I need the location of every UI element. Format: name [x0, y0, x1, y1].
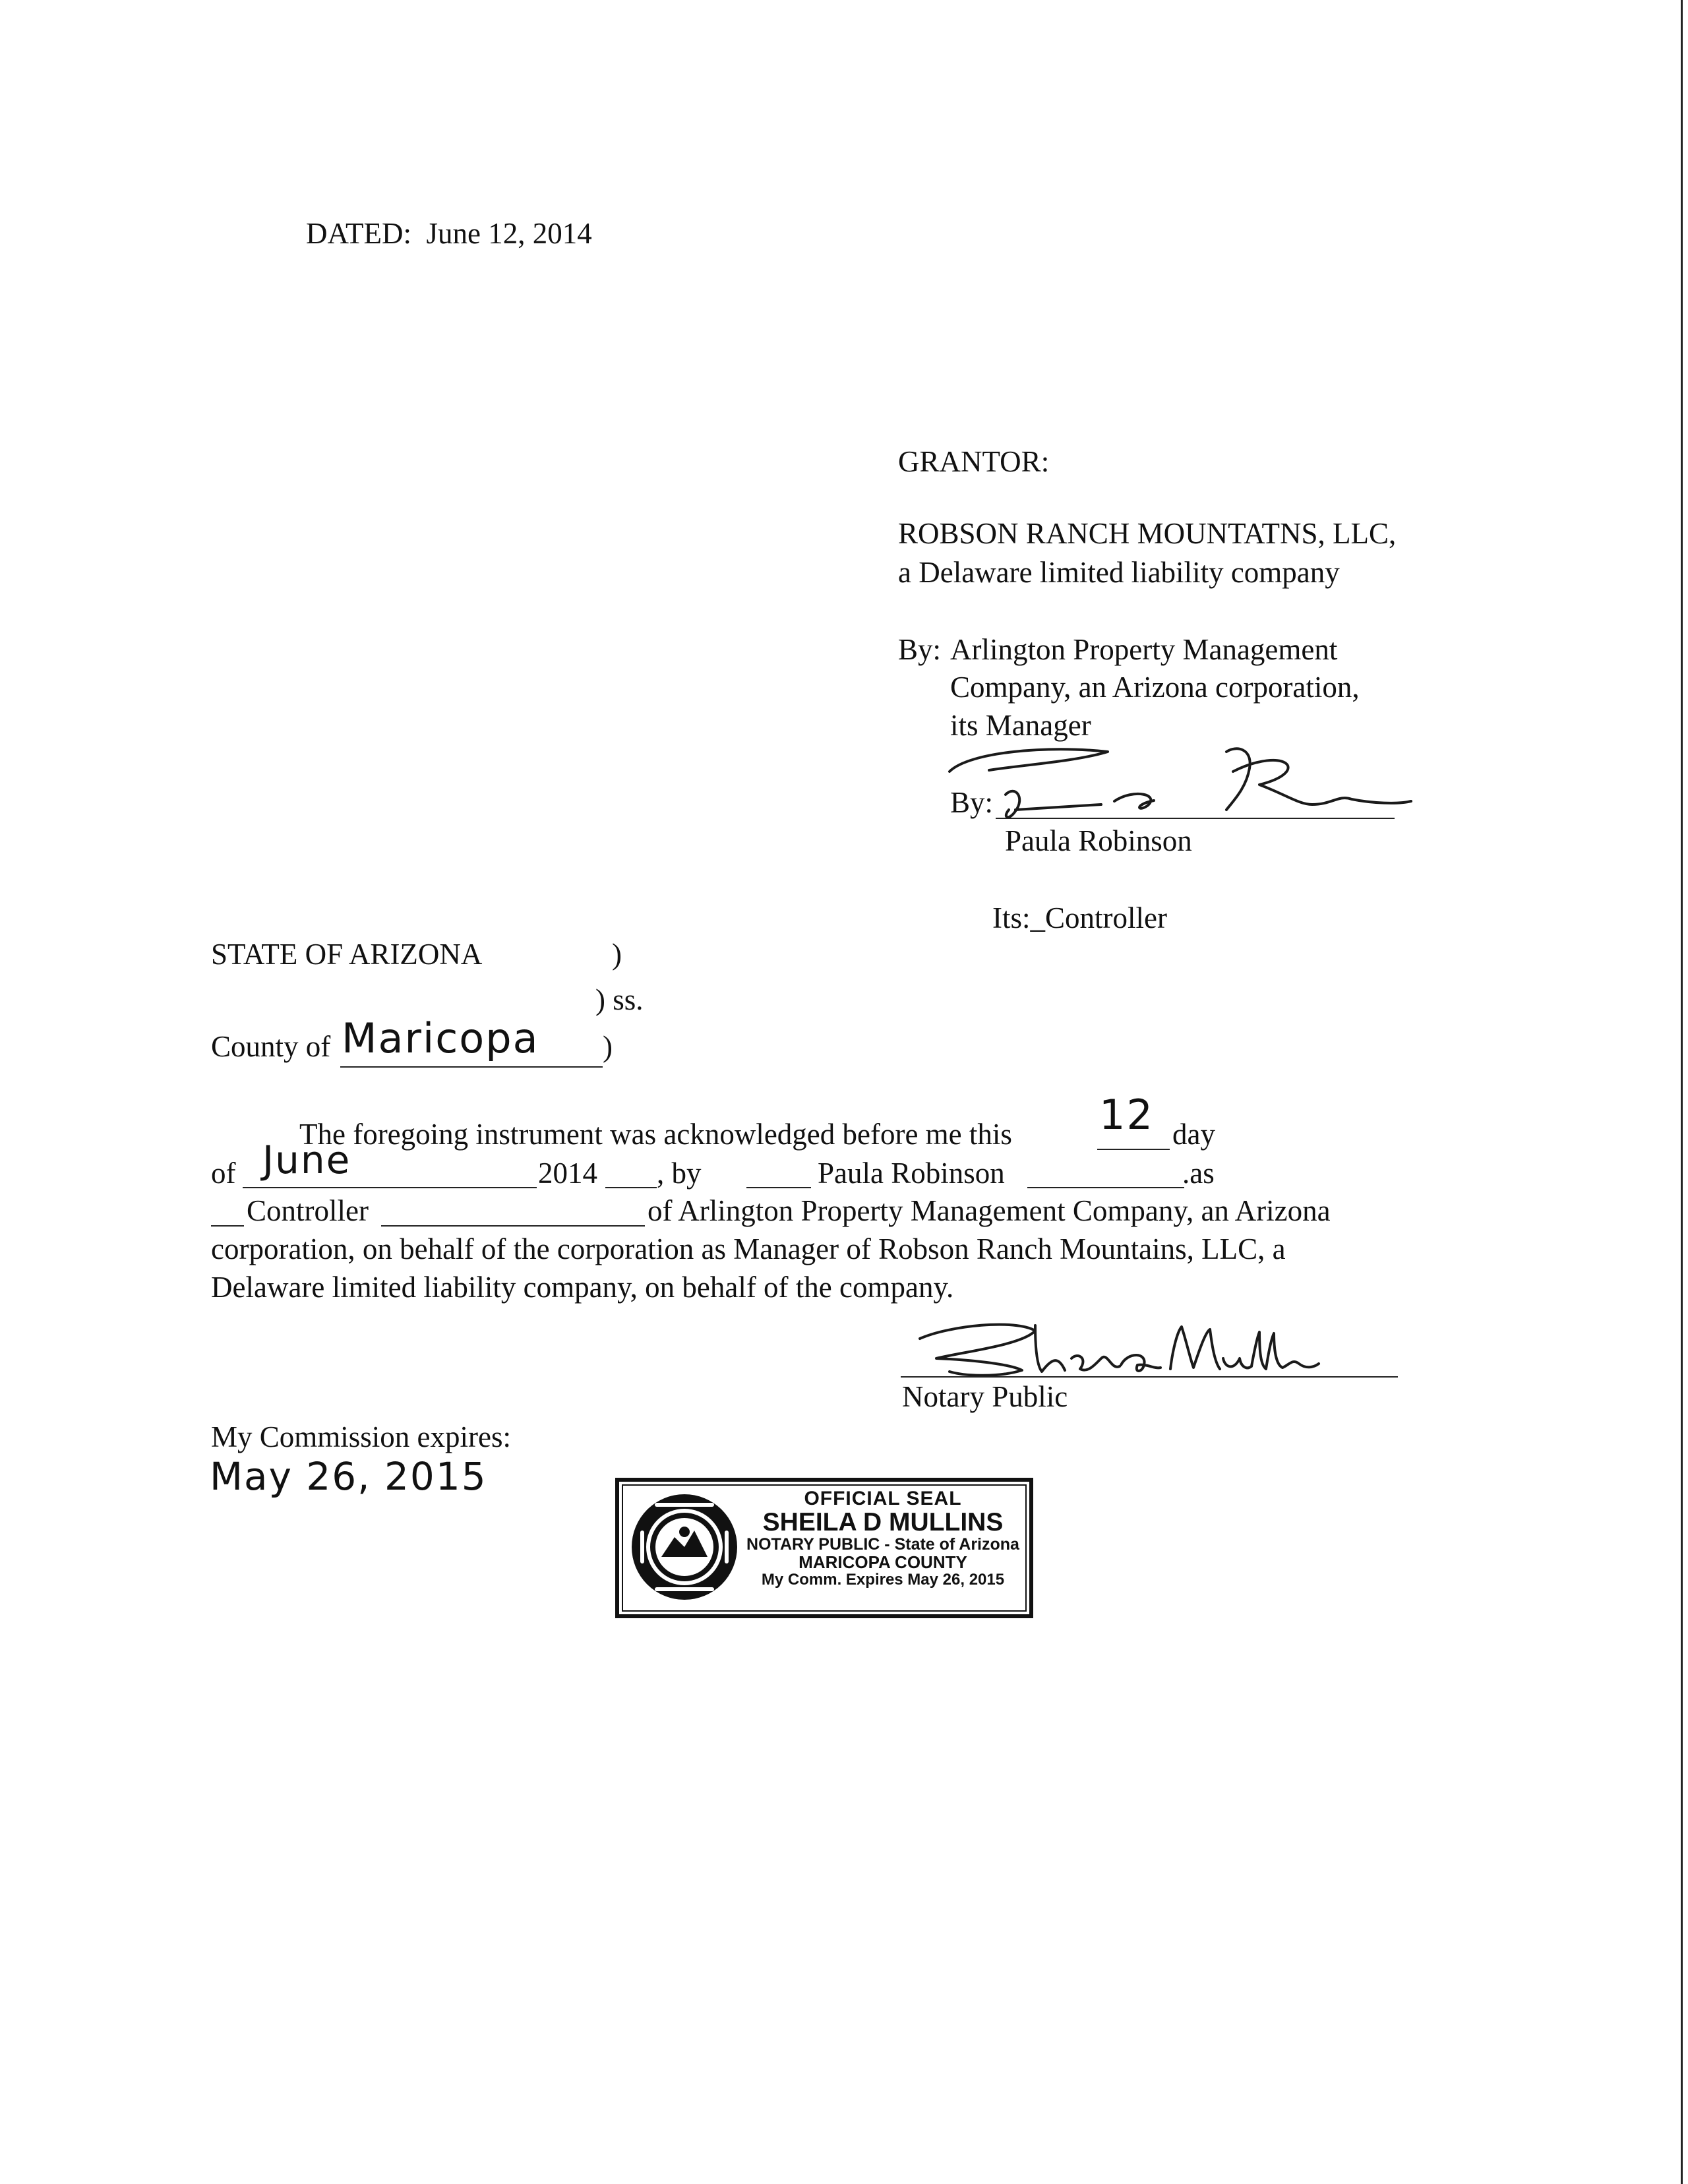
dated-line: [306, 219, 592, 249]
ack-name: Paula Robinson: [818, 1157, 1005, 1190]
signer-name: Paula Robinson: [1005, 824, 1192, 857]
notary-signature: [910, 1312, 1332, 1385]
grantor-company-desc: a Delaware limited liability company: [898, 556, 1340, 589]
ack-year-underline: [605, 1187, 657, 1188]
ack-by-underline: [746, 1187, 811, 1188]
seal-line-3: NOTARY PUBLIC - State of Arizona: [746, 1535, 1019, 1554]
scan-edge: [1681, 0, 1683, 2184]
ack-year: 2014: [538, 1157, 597, 1190]
manager-line-2: Company, an Arizona corporation,: [950, 671, 1360, 704]
dated-date: June 12, 2014: [426, 217, 592, 250]
seal-line-4: MARICOPA COUNTY: [799, 1552, 967, 1572]
state-label: STATE OF ARIZONA: [211, 938, 483, 971]
its-label: Its:: [992, 901, 1031, 934]
county-underline: [340, 1066, 603, 1068]
arizona-seal-emblem: [628, 1491, 740, 1603]
seal-line-2: SHEILA D MULLINS: [762, 1507, 1004, 1536]
ack-by-label: , by: [657, 1157, 702, 1190]
state-paren: ): [612, 938, 622, 971]
ss-marker: ) ss.: [595, 983, 644, 1016]
ack-day-handwritten: 12: [1099, 1091, 1154, 1139]
ack-line4-text: corporation, on behalf of the corporation as Manager of Robson Ranch Mountains, LLC, a: [211, 1232, 1286, 1265]
manager-line-1: Arlington Property Management: [950, 633, 1338, 666]
manager-line-3: its Manager: [950, 709, 1091, 742]
ack-title: Controller: [247, 1194, 369, 1227]
grantor-heading: GRANTOR:: [898, 445, 1050, 478]
grantor-company-name: ROBSON RANCH MOUNTATNS, LLC,: [898, 517, 1397, 550]
ack-as-label: .as: [1182, 1157, 1215, 1190]
grantor-signature: [943, 732, 1418, 831]
ack-line5-text: Delaware limited liability company, on behalf of the company.: [211, 1271, 954, 1304]
ack-day-underline: [1097, 1149, 1170, 1150]
ack-name-underline: [1027, 1187, 1184, 1188]
county-close-paren: ): [603, 1030, 613, 1063]
seal-text-block: [744, 1488, 1021, 1588]
its-value: _Controller: [1030, 901, 1167, 934]
ack-line3-text: of Arlington Property Management Company, an Arizona: [648, 1194, 1331, 1227]
county-handwritten: Maricopa: [342, 1014, 539, 1062]
grantor-by-label: By:: [898, 633, 942, 666]
ack-month-underline: [243, 1187, 537, 1188]
ack-title-underline: [381, 1225, 645, 1227]
ack-of-label: of: [211, 1157, 236, 1190]
commission-label: My Commission expires:: [211, 1420, 512, 1453]
commission-handwritten: May 26, 2015: [210, 1454, 487, 1499]
notary-label: Notary Public: [902, 1380, 1068, 1413]
ack-day-label: day: [1172, 1118, 1215, 1151]
seal-line-5: My Comm. Expires May 26, 2015: [761, 1570, 1005, 1589]
notary-signature-line: [901, 1376, 1398, 1378]
seal-line-1: OFFICIAL SEAL: [804, 1488, 962, 1509]
its-line: [992, 903, 1167, 933]
county-label: County of: [211, 1030, 331, 1063]
ack-month-handwritten: June: [262, 1138, 351, 1182]
ack-line1-text: The foregoing instrument was acknowledged before me this: [299, 1118, 1012, 1151]
ack-title-lead-underline: [211, 1225, 244, 1227]
dated-label: DATED:: [306, 217, 411, 250]
signer-by-label: By:: [950, 786, 994, 819]
notary-seal-stamp: [615, 1478, 1033, 1618]
